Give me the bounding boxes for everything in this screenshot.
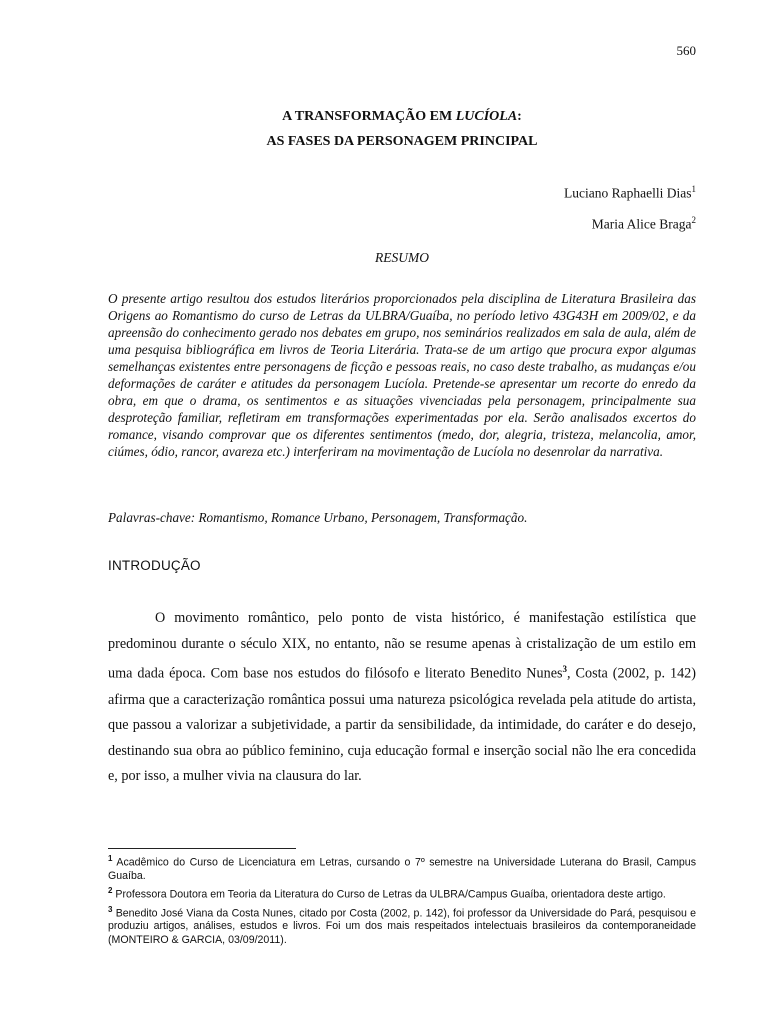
footnote-marker: 2 <box>691 214 696 225</box>
title-italic-work: LUCÍOLA <box>455 109 518 124</box>
article-title <box>108 104 696 154</box>
page-number: 560 <box>676 43 696 58</box>
footnote-1 <box>108 852 696 883</box>
paragraph-text-part1: O movimento romântico, pelo ponto de vista histórico, é manifestação estilística que predominou durante o século XIX, no entanto, não se resume apenas à cristalização de um estilo em uma dada época. Com base nos estudos do filósofo e literato Benedito Nunes <box>108 610 696 682</box>
introduction-paragraph <box>108 606 696 790</box>
section-heading-introducao: INTRODUÇÃO <box>108 558 201 573</box>
footnote-number: 1 <box>108 854 113 863</box>
footnote-marker: 3 <box>562 664 568 675</box>
author-1 <box>564 176 696 207</box>
footnote-2 <box>108 884 696 902</box>
footnote-number: 2 <box>108 885 113 895</box>
abstract-text: O presente artigo resultou dos estudos literários proporcionados pela disciplina de Literatura Brasileira das Origens ao Romantismo do curso de Letras da ULBRA/Guaíba, no período letivo 43G43H em 2009/02, e da apreensão do conhecimento gerado nos debates em grupo, nos seminários realizados em sala de aula, além de uma pesquisa bibliográfica em livros de Teoria Literária. Trata-se de um artigo que procura expor algumas semelhanças existentes entre personagens de ficção e pessoas reais, no caso deste trabalho, as mudanças e/ou deformações de caráter e atitudes da personagem Lucíola. Pretende-se apresentar um recorte do enredo da obra, em que o drama, os sentimentos e as situações vivenciadas pela personagem, principalmente sua desproteção familiar, refletiram em transformações experimentadas por ela. Serão analisados excertos do romance, visando comprovar que os diferentes sentimentos (medo, dor, alegria, tristeza, melancolia, amor, ciúmes, ódio, rancor, avareza etc.) interferiram na movimentação de Lucíola no desenrolar da narrativa. <box>108 291 696 459</box>
title-line-1 <box>108 104 696 129</box>
footnote-text: Acadêmico do Curso de Licenciatura em Letras, cursando o 7º semestre na Universidade Luterana do Brasil, Campus Guaíba. <box>108 856 696 882</box>
paragraph-text-part2: , Costa (2002, p. 142) afirma que a caracterização romântica possui uma natureza psicológica revelada pela atitude do artista, que passou a valorizar a subjetividade, a partir da sensibilidade, da intimidade, do caráter e do desejo, destinando sua obra ao público feminino, cuja educação formal e inserção social não lhe era concedida e, por isso, a mulher vivia na clausura do lar. <box>108 665 696 785</box>
author-name: Maria Alice Braga <box>591 216 692 231</box>
keywords: Palavras-chave: Romantismo, Romance Urbano, Personagem, Transformação. <box>108 510 528 525</box>
title-prefix: A TRANSFORMAÇÃO EM <box>282 109 456 124</box>
footnotes <box>108 852 696 948</box>
title-colon: : <box>517 109 522 124</box>
footnote-text: Benedito José Viana da Costa Nunes, citado por Costa (2002, p. 142), foi professor da Universidade do Pará, pesquisou e produziu artigos, análises, estudos e livros. Foi um dos mais respeitados intelectuais brasileiros da contemporaneidade (MONTEIRO & GARCIA, 03/09/2011). <box>108 907 696 946</box>
author-2 <box>564 207 696 238</box>
footnote-text: Professora Doutora em Teoria da Literatura do Curso de Letras da ULBRA/Campus Guaíba, orientadora deste artigo. <box>115 888 666 901</box>
footnote-marker: 1 <box>691 184 696 194</box>
footnote-number: 3 <box>108 904 113 914</box>
footnote-3 <box>108 903 696 947</box>
author-name: Luciano Raphaelli Dias <box>564 185 692 201</box>
abstract-heading: RESUMO <box>375 250 429 265</box>
footnote-separator <box>108 848 296 849</box>
title-line-2: AS FASES DA PERSONAGEM PRINCIPAL <box>266 134 538 149</box>
authors <box>564 176 696 237</box>
